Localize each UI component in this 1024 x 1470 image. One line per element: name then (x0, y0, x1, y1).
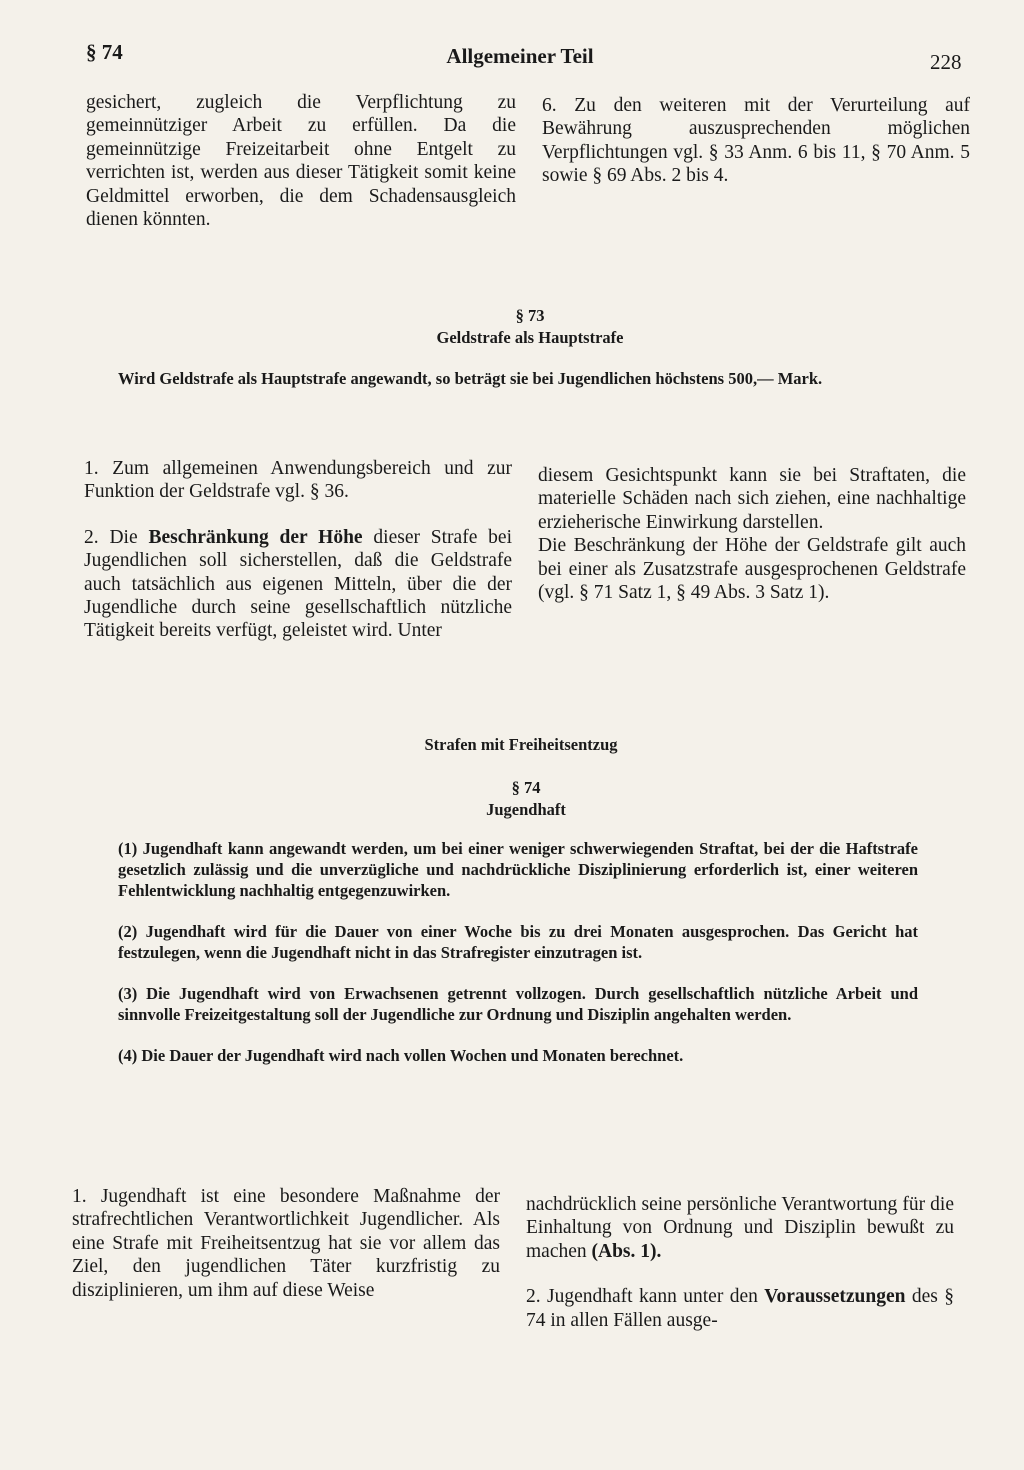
section-74-law-text (118, 838, 918, 1086)
law-paragraph-2: (2) Jugendhaft wird für die Dauer von einer Woche bis zu drei Monaten ausgesprochen. Das Gericht hat festzulegen, wenn die Jugendhaft nicht in das Strafregister einzutragen ist. (118, 922, 918, 962)
s74-note-1-continued: nachdrücklich seine persönliche Verantwortung für die Einhaltung von Ordnung und Disziplin bewußt zu machen (Abs. 1). (526, 1194, 954, 1262)
s74-note-1: 1. Jugendhaft ist eine besondere Maßnahme der strafrechtlichen Verantwortlichkeit Jugendlicher. Als eine Strafe mit Freiheitsentzug hat sie vor allem das Ziel, den jugendlichen Täter kurzfristig zu disziplinieren, um ihm auf diese Weise (72, 1186, 500, 1301)
section-73-number: § 73 (515, 306, 545, 325)
emphasis: Beschränkung der Höhe (148, 526, 363, 548)
section-73-law-text (118, 368, 924, 409)
s74-left-column (72, 1185, 500, 1302)
top-left-paragraph: gesichert, zugleich die Verpflichtung zu gemeinnütziger Arbeit zu erfüllen. Da die gemeinnützige Freizeitarbeit ohne Entgelt zu verrichten ist, werden aus dieser Tätigkeit somit keine Geldmittel erworben, die dem Schadensausgleich dienen könnten. (86, 92, 516, 231)
emphasis: (Abs. 1). (591, 1240, 662, 1262)
s74-right-column (526, 1193, 954, 1332)
top-right-column (542, 94, 970, 188)
law-paragraph: Wird Geldstrafe als Hauptstrafe angewandt, so beträgt sie bei Jugendlichen höchstens 500,— Mark. (118, 369, 823, 388)
section-74-number: § 74 (511, 778, 541, 797)
s73-right-column (538, 464, 966, 604)
law-paragraph-4: (4) Die Dauer der Jugendhaft wird nach vollen Wochen und Monaten berechnet. (118, 1046, 684, 1065)
top-left-column (86, 91, 516, 231)
header-section-number: § 74 (86, 40, 123, 64)
section-heading: Strafen mit Freiheitsentzug (424, 735, 618, 754)
s74-note-2: 2. Jugendhaft kann unter den Voraussetzungen des § 74 in allen Fällen ausge- (526, 1286, 955, 1331)
emphasis: Voraussetzungen (764, 1286, 906, 1308)
s73-left-column (84, 457, 512, 643)
section-73-title: Geldstrafe als Hauptstrafe (436, 328, 624, 347)
top-right-paragraph: 6. Zu den weiteren mit der Verurteilung auf Bewährung auszusprechenden möglichen Verpflichtungen vgl. § 33 Anm. 6 bis 11, § 70 Anm. 5 sowie § 69 Abs. 2 bis 4. (542, 95, 970, 187)
law-paragraph-3: (3) Die Jugendhaft wird von Erwachsenen getrennt vollzogen. Durch gesellschaftlich nützliche Arbeit und sinnvolle Freizeitgestaltung soll der Jugendliche zur Ordnung und Disziplin angehalten werden. (118, 984, 918, 1024)
section-74-title: Jugendhaft (486, 800, 566, 819)
s73-note-1: 1. Zum allgemeinen Anwendungsbereich und zur Funktion der Geldstrafe vgl. § 36. (84, 458, 512, 503)
s73-note-2: 2. Die Beschränkung der Höhe dieser Strafe bei Jugendlichen soll sicherstellen, daß die Geldstrafe auch tatsächlich aus eigenen Mitteln, über die der Jugendliche durch seine gesellschaftlich nützliche Tätigkeit bereits verfügt, geleistet wird. Unter (84, 526, 513, 642)
header-title: Allgemeiner Teil (446, 44, 594, 68)
s73-note-3: Die Beschränkung der Höhe der Geldstrafe gilt auch bei einer als Zusatzstrafe ausgesprochenen Geldstrafe (vgl. § 71 Satz 1, § 49 Abs. 3 Satz 1). (538, 535, 966, 604)
s73-note-2-continued: diesem Gesichtspunkt kann sie bei Straftaten, die materielle Schäden nach sich ziehen, eine nachhaltige erzieherische Einwirkung darstellen. (538, 465, 966, 533)
law-paragraph-1: (1) Jugendhaft kann angewandt werden, um bei einer weniger schwerwiegenden Straftat, bei der die Haftstrafe gesetzlich zulässig und die unverzügliche und nachdrückliche Disziplinierung erforderlich ist, einer weiteren Fehlentwicklung nachhaltig entgegenzuwirken. (118, 839, 918, 900)
page-number: 228 (930, 50, 962, 74)
